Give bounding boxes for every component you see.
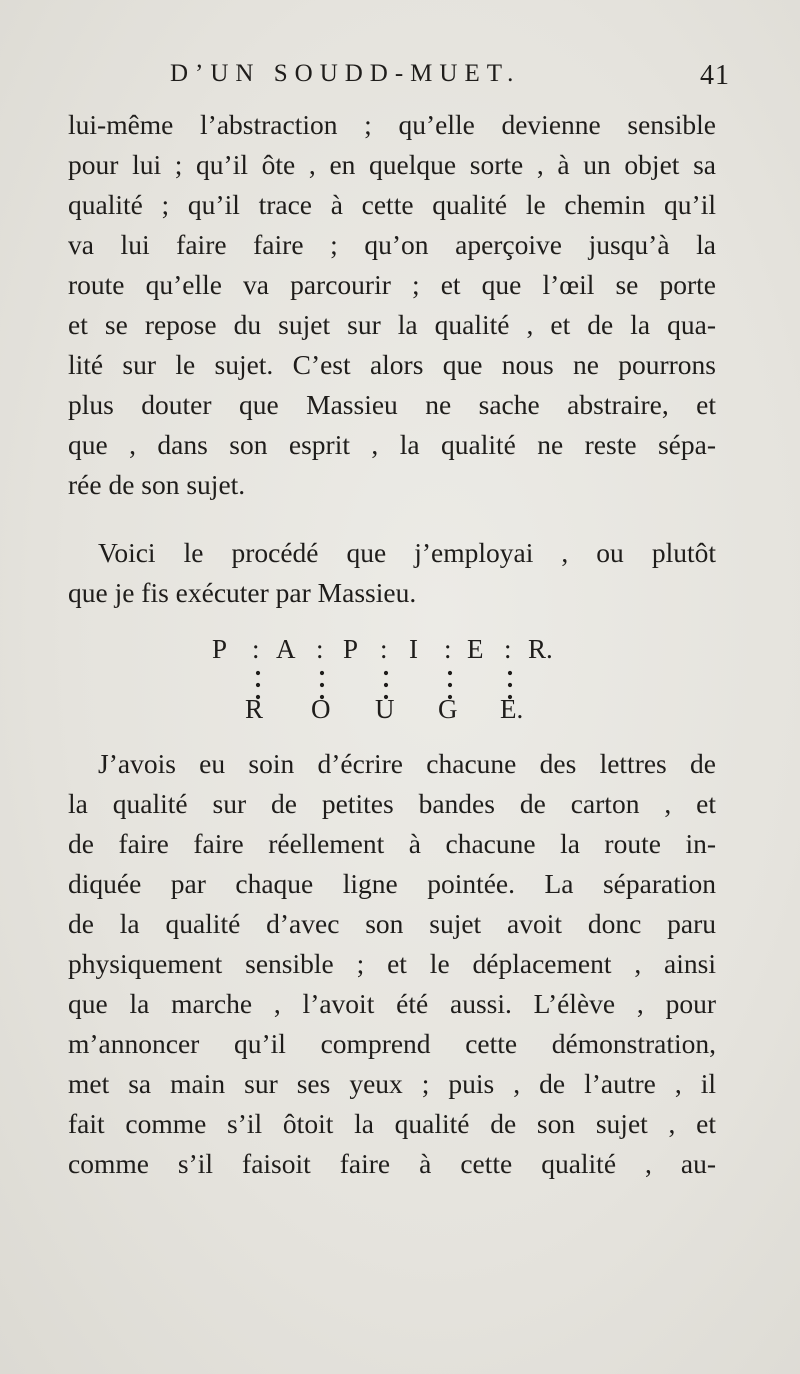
text-line: met sa main sur ses yeux ; puis , de l’autre , il — [68, 1068, 716, 1099]
text-line: la qualité sur de petites bandes de carton , et — [68, 788, 716, 819]
text-line: de la qualité d’avec son sujet avoit donc paru — [68, 908, 716, 939]
text-line: fait comme s’il ôtoit la qualité de son sujet , et — [68, 1108, 716, 1139]
diagram-separator: : — [252, 634, 260, 664]
diagram-top-letter: P — [212, 634, 228, 664]
text-line: comme s’il faisoit faire à cette qualité , au- — [68, 1148, 716, 1179]
text-line: de faire faire réellement à chacune la route in- — [68, 828, 716, 859]
diagram-bottom-letter: G — [438, 694, 458, 724]
diagram-bottom-letter: R — [245, 694, 264, 724]
paragraph-3 — [68, 744, 716, 1184]
text-line: Voici le procédé que j’employai , ou plutôt — [98, 537, 716, 568]
page-header — [170, 60, 730, 100]
diagram-separator: : — [444, 634, 452, 664]
text-line: route qu’elle va parcourir ; et que l’œil se porte — [68, 269, 716, 300]
diagram-bottom-letter: U — [375, 694, 395, 724]
text-line: lui-même l’abstraction ; qu’elle devienne sensible — [68, 109, 716, 140]
paragraph-1 — [68, 105, 716, 505]
diagram-top-letter: R. — [528, 634, 553, 664]
text-line: J’avois eu soin d’écrire chacune des lettres de — [98, 748, 716, 779]
text-line: que la marche , l’avoit été aussi. L’élève , pour — [68, 988, 716, 1019]
diagram-top-letter: P — [343, 634, 359, 664]
diagram-top-letter: A — [276, 634, 296, 664]
text-line: va lui faire faire ; qu’on aperçoive jusqu’à la — [68, 229, 716, 260]
letter-diagram — [200, 628, 600, 728]
diagram-bottom-letter: E. — [500, 694, 524, 724]
diagram-separator: : — [504, 634, 512, 664]
text-line: qualité ; qu’il trace à cette qualité le chemin qu’il — [68, 189, 716, 220]
text-line: et se repose du sujet sur la qualité , et de la qua- — [68, 309, 716, 340]
text-line: rée de son sujet. — [68, 469, 246, 500]
paragraph-2 — [68, 533, 716, 613]
text-line: m’annoncer qu’il comprend cette démonstration, — [68, 1028, 716, 1059]
text-line: diquée par chaque ligne pointée. La séparation — [68, 868, 716, 899]
text-line: que je fis exécuter par Massieu. — [68, 577, 417, 608]
page-number: 41 — [700, 60, 730, 91]
text-line: pour lui ; qu’il ôte , en quelque sorte , à un objet sa — [68, 149, 716, 180]
diagram-top-letter: I — [409, 634, 418, 664]
text-line: physiquement sensible ; et le déplacement , ainsi — [68, 948, 716, 979]
diagram-separator: : — [380, 634, 388, 664]
text-line: lité sur le sujet. C’est alors que nous ne pourrons — [68, 349, 716, 380]
diagram-separator: : — [316, 634, 324, 664]
diagram-bottom-letter: O — [311, 694, 331, 724]
running-head: D’UN SOUDD-MUET. — [170, 60, 521, 87]
diagram-top-letter: E — [467, 634, 484, 664]
text-line: que , dans son esprit , la qualité ne reste sépa- — [68, 429, 716, 460]
text-line: plus douter que Massieu ne sache abstraire, et — [68, 389, 716, 420]
